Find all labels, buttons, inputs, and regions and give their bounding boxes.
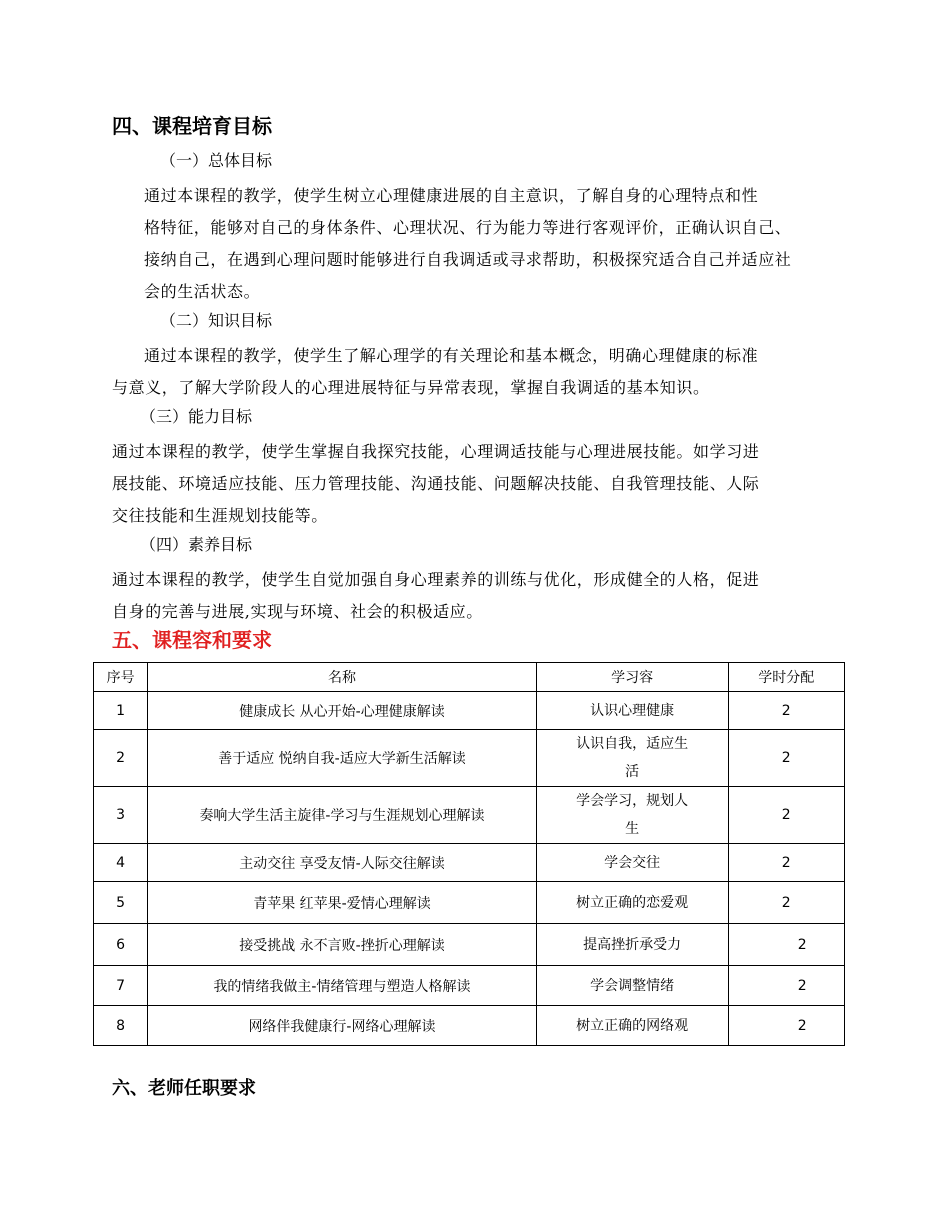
row-name: 我的情绪我做主-情绪管理与塑造人格解读 — [148, 966, 537, 1006]
table-row — [94, 787, 845, 844]
row-number: 4 — [94, 844, 148, 882]
row-name: 接受挑战 永不言败-挫折心理解读 — [148, 924, 537, 966]
paragraph-line: 格特征，能够对自己的身体条件、心理状况、行为能力等进行客观评价，正确认识自己、 — [144, 218, 792, 237]
row-number: 5 — [94, 882, 148, 924]
row-number: 7 — [94, 966, 148, 1006]
row-name: 青苹果 红苹果-爱情心理解读 — [148, 882, 537, 924]
content-line: 活 — [625, 764, 640, 780]
row-content: 学会交往 — [536, 844, 728, 882]
row-hours: 2 — [728, 966, 844, 1006]
subheading-knowledge-goal: （二）知识目标 — [160, 311, 273, 330]
row-content: 提高挫折承受力 — [536, 924, 728, 966]
row-number: 3 — [94, 787, 148, 844]
row-content — [536, 730, 728, 787]
row-content: 学会调整情绪 — [536, 966, 728, 1006]
row-name: 奏响大学生活主旋律-学习与生涯规划心理解读 — [148, 787, 537, 844]
paragraph-line: 接纳自己，在遇到心理问题时能够进行自我调适或寻求帮助，积极探究适合自己并适应社 — [144, 250, 792, 269]
paragraph-line: 通过本课程的教学，使学生自觉加强自身心理素养的训练与优化，形成健全的人格，促进 — [112, 570, 760, 589]
paragraph-line: 会的生活状态。 — [144, 282, 261, 301]
table-row — [94, 844, 845, 882]
table-row — [94, 966, 845, 1006]
row-content: 认识心理健康 — [536, 692, 728, 730]
row-name: 网络伴我健康行-网络心理解读 — [148, 1006, 537, 1046]
table-row — [94, 692, 845, 730]
table-header-row — [94, 663, 845, 692]
course-content-table — [93, 662, 845, 1046]
table-row — [94, 924, 845, 966]
table-row — [94, 882, 845, 924]
paragraph-overall-goal — [112, 180, 842, 308]
row-hours: 2 — [728, 844, 844, 882]
row-name: 善于适应 悦纳自我-适应大学新生活解读 — [148, 730, 537, 787]
row-number: 2 — [94, 730, 148, 787]
paragraph-line: 与意义，了解大学阶段人的心理进展特征与异常表现，掌握自我调适的基本知识。 — [112, 378, 710, 397]
row-hours: 2 — [728, 787, 844, 844]
row-number: 1 — [94, 692, 148, 730]
section-4-heading: 四、课程培育目标 — [112, 114, 272, 138]
row-name: 健康成长 从心开始-心理健康解读 — [148, 692, 537, 730]
row-name: 主动交往 享受友情-人际交往解读 — [148, 844, 537, 882]
table-row — [94, 1006, 845, 1046]
section-5-heading: 五、课程容和要求 — [112, 628, 272, 652]
paragraph-line: 展技能、环境适应技能、压力管理技能、沟通技能、问题解决技能、自我管理技能、人际 — [112, 474, 760, 493]
subheading-quality-goal: （四）素养目标 — [140, 535, 253, 554]
row-hours: 2 — [728, 692, 844, 730]
row-hours: 2 — [728, 1006, 844, 1046]
paragraph-quality-goal — [112, 564, 842, 628]
subheading-overall-goal: （一）总体目标 — [160, 151, 273, 170]
paragraph-line: 通过本课程的教学，使学生掌握自我探究技能，心理调适技能与心理进展技能。如学习进 — [112, 442, 760, 461]
row-number: 8 — [94, 1006, 148, 1046]
row-content: 树立正确的恋爱观 — [536, 882, 728, 924]
row-hours: 2 — [728, 730, 844, 787]
paragraph-line: 通过本课程的教学，使学生了解心理学的有关理论和基本概念，明确心理健康的标准 — [144, 346, 759, 365]
header-hours: 学时分配 — [728, 663, 844, 692]
row-hours: 2 — [728, 924, 844, 966]
paragraph-line: 自身的完善与进展,实现与环境、社会的积极适应。 — [112, 602, 483, 621]
section-6-heading: 六、老师任职要求 — [112, 1078, 256, 1099]
paragraph-line: 交往技能和生涯规划技能等。 — [112, 506, 328, 525]
row-content: 树立正确的网络观 — [536, 1006, 728, 1046]
paragraph-ability-goal — [112, 436, 842, 532]
table-row — [94, 730, 845, 787]
content-line: 生 — [625, 821, 640, 837]
content-line: 学会学习，规划人 — [576, 793, 689, 809]
row-hours: 2 — [728, 882, 844, 924]
paragraph-knowledge-goal — [112, 340, 842, 404]
row-number: 6 — [94, 924, 148, 966]
header-content: 学习容 — [536, 663, 728, 692]
paragraph-line: 通过本课程的教学，使学生树立心理健康进展的自主意识，了解自身的心理特点和性 — [144, 186, 759, 205]
row-content — [536, 787, 728, 844]
header-number: 序号 — [94, 663, 148, 692]
header-name: 名称 — [148, 663, 537, 692]
content-line: 认识自我，适应生 — [576, 736, 689, 752]
subheading-ability-goal: （三）能力目标 — [140, 407, 253, 426]
